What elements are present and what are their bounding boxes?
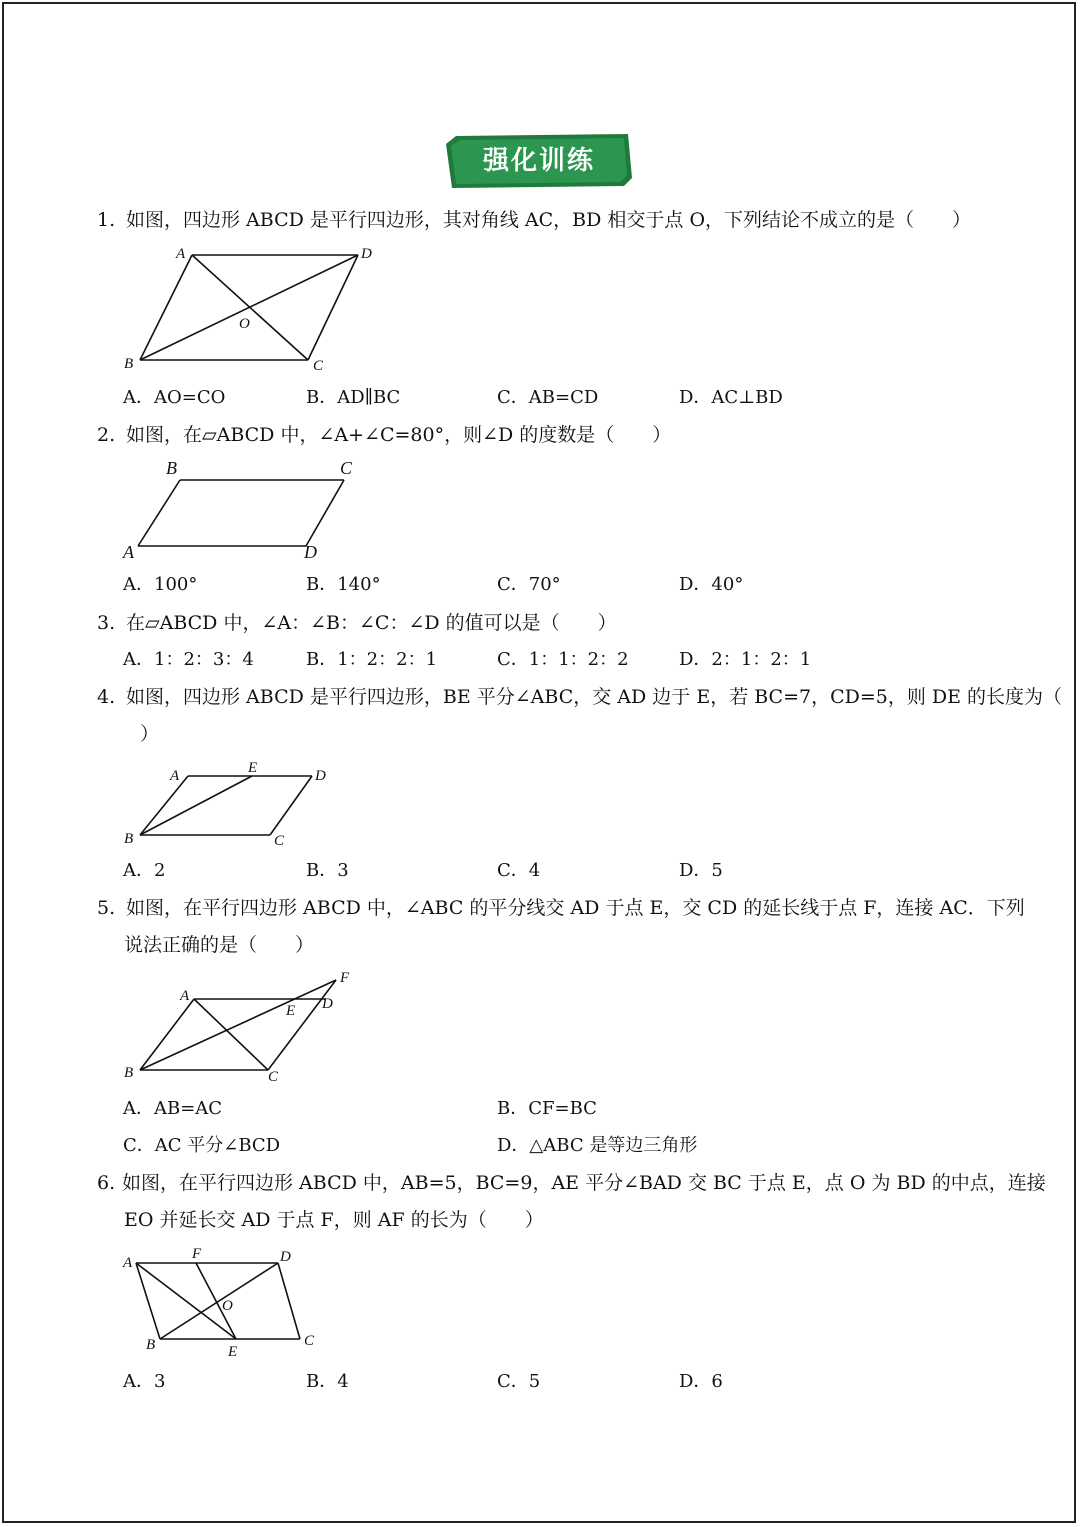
q5-label-c: C bbox=[268, 1069, 279, 1085]
q1-diagonal-bd bbox=[140, 255, 358, 360]
q4-segment-dc bbox=[270, 776, 312, 835]
q6-segment-bd bbox=[160, 1263, 278, 1339]
q4-label-a: A bbox=[170, 768, 180, 784]
question-5-text-line-1: 如图，在平行四边形 ABCD 中，∠ABC 的平分线交 AD 于点 E，交 CD 的延长线于点 F，连接 AC．下列 bbox=[126, 897, 1025, 919]
q6-segment-ba bbox=[136, 1263, 160, 1339]
question-1-number: 1. bbox=[97, 209, 116, 231]
q6-label-d: D bbox=[280, 1249, 291, 1265]
q2-option-a[interactable]: A．100° bbox=[123, 574, 198, 595]
q5-label-e: E bbox=[286, 1003, 296, 1019]
q6-label-o: O bbox=[222, 1298, 233, 1314]
q5-segment-ba bbox=[140, 999, 194, 1070]
q6-label-a: A bbox=[123, 1255, 133, 1271]
question-1-text: 如图，四边形 ABCD 是平行四边形，其对角线 AC，BD 相交于点 O，下列结论不成立的是（ ） bbox=[126, 209, 972, 231]
question-6-text-line-1: 如图，在平行四边形 ABCD 中，AB=5，BC=9，AE 平分∠BAD 交 BC 于点 E，点 O 为 BD 的中点，连接 bbox=[122, 1172, 1046, 1194]
q2-option-b[interactable]: B．140° bbox=[306, 574, 381, 595]
question-2-text: 如图，在▱ABCD 中，∠A+∠C=80°，则∠D 的度数是（ ） bbox=[126, 424, 672, 446]
q6-label-c: C bbox=[304, 1333, 315, 1349]
q4-label-d: D bbox=[315, 768, 326, 784]
question-3-number: 3. bbox=[97, 612, 116, 634]
q2-segment-cd bbox=[306, 480, 344, 546]
q5-option-d[interactable]: D．△ABC 是等边三角形 bbox=[497, 1135, 698, 1156]
q6-label-b: B bbox=[146, 1337, 156, 1353]
q2-label-c: C bbox=[340, 458, 353, 478]
question-3-text: 在▱ABCD 中，∠A：∠B：∠C：∠D 的值可以是（ ） bbox=[126, 612, 617, 634]
q6-segment-dc bbox=[278, 1263, 300, 1339]
question-1-figure bbox=[118, 240, 378, 375]
q1-label-a: A bbox=[176, 246, 186, 262]
q3-option-d[interactable]: D．2：1：2：1 bbox=[679, 649, 812, 670]
question-4-figure bbox=[118, 757, 348, 852]
question-5-figure bbox=[118, 964, 368, 1089]
q6-option-d[interactable]: D．6 bbox=[679, 1371, 723, 1392]
q2-label-d: D bbox=[304, 542, 317, 562]
question-2-figure bbox=[118, 456, 368, 566]
q2-segment-ab bbox=[138, 480, 180, 546]
q1-option-d[interactable]: D．AC⊥BD bbox=[679, 387, 783, 408]
question-4-number: 4. bbox=[97, 686, 116, 708]
q5-segment-bf bbox=[140, 980, 336, 1070]
q6-option-c[interactable]: C．5 bbox=[497, 1371, 541, 1392]
q5-label-b: B bbox=[124, 1065, 134, 1081]
q1-label-b: B bbox=[124, 356, 134, 372]
question-4-text-line-1: 如图，四边形 ABCD 是平行四边形，BE 平分∠ABC，交 AD 边于 E，若 BC=7，CD=5，则 DE 的长度为（ bbox=[126, 686, 1063, 708]
q5-label-f: F bbox=[340, 970, 350, 986]
q5-option-c[interactable]: C．AC 平分∠BCD bbox=[123, 1135, 281, 1156]
q1-segment-ba bbox=[140, 255, 192, 360]
q3-option-c[interactable]: C．1：1：2：2 bbox=[497, 649, 629, 670]
q5-segment-fc bbox=[268, 980, 336, 1070]
q6-label-f: F bbox=[192, 1246, 202, 1262]
q5-label-d: D bbox=[322, 996, 333, 1012]
q4-label-b: B bbox=[124, 831, 134, 847]
q5-option-b[interactable]: B．CF=BC bbox=[497, 1098, 597, 1119]
q4-label-e: E bbox=[248, 760, 258, 776]
question-5-text-line-2: 说法正确的是（ ） bbox=[124, 934, 315, 956]
q5-label-a: A bbox=[180, 988, 190, 1004]
section-banner bbox=[446, 134, 632, 188]
q5-option-a[interactable]: A．AB=AC bbox=[123, 1098, 223, 1119]
question-4-text-line-2: ） bbox=[140, 723, 160, 745]
q2-option-d[interactable]: D．40° bbox=[679, 574, 744, 595]
question-2-number: 2. bbox=[97, 424, 116, 446]
q4-option-c[interactable]: C．4 bbox=[497, 860, 541, 881]
question-6-text-line-2: EO 并延长交 AD 于点 F，则 AF 的长为（ ） bbox=[124, 1209, 544, 1231]
q2-label-b: B bbox=[166, 458, 177, 478]
q4-option-a[interactable]: A．2 bbox=[123, 860, 166, 881]
q1-option-c[interactable]: C．AB=CD bbox=[497, 387, 599, 408]
q4-option-d[interactable]: D．5 bbox=[679, 860, 723, 881]
q2-label-a: A bbox=[123, 542, 134, 562]
q1-segment-dc bbox=[308, 255, 358, 360]
q6-segment-ae bbox=[136, 1263, 236, 1339]
q4-segment-be bbox=[140, 776, 252, 835]
q4-option-b[interactable]: B．3 bbox=[306, 860, 349, 881]
q1-option-b[interactable]: B．AD∥BC bbox=[306, 387, 401, 408]
q6-option-a[interactable]: A．3 bbox=[123, 1371, 166, 1392]
q4-label-c: C bbox=[274, 833, 285, 849]
q3-option-b[interactable]: B．1：2：2：1 bbox=[306, 649, 438, 670]
question-6-figure bbox=[118, 1242, 328, 1362]
q3-option-a[interactable]: A．1：2：3：4 bbox=[123, 649, 254, 670]
question-6-number: 6. bbox=[97, 1172, 116, 1194]
q1-label-d: D bbox=[361, 246, 372, 262]
q6-label-e: E bbox=[228, 1344, 238, 1360]
q1-option-a[interactable]: A．AO=CO bbox=[123, 387, 226, 408]
q4-segment-ba bbox=[140, 776, 188, 835]
q6-option-b[interactable]: B．4 bbox=[306, 1371, 349, 1392]
q1-label-c: C bbox=[313, 358, 324, 374]
q5-segment-ac bbox=[194, 999, 268, 1070]
q1-label-o: O bbox=[239, 316, 250, 332]
question-5-number: 5. bbox=[97, 897, 116, 919]
section-title: 强化训练 bbox=[482, 146, 595, 176]
q2-option-c[interactable]: C．70° bbox=[497, 574, 561, 595]
